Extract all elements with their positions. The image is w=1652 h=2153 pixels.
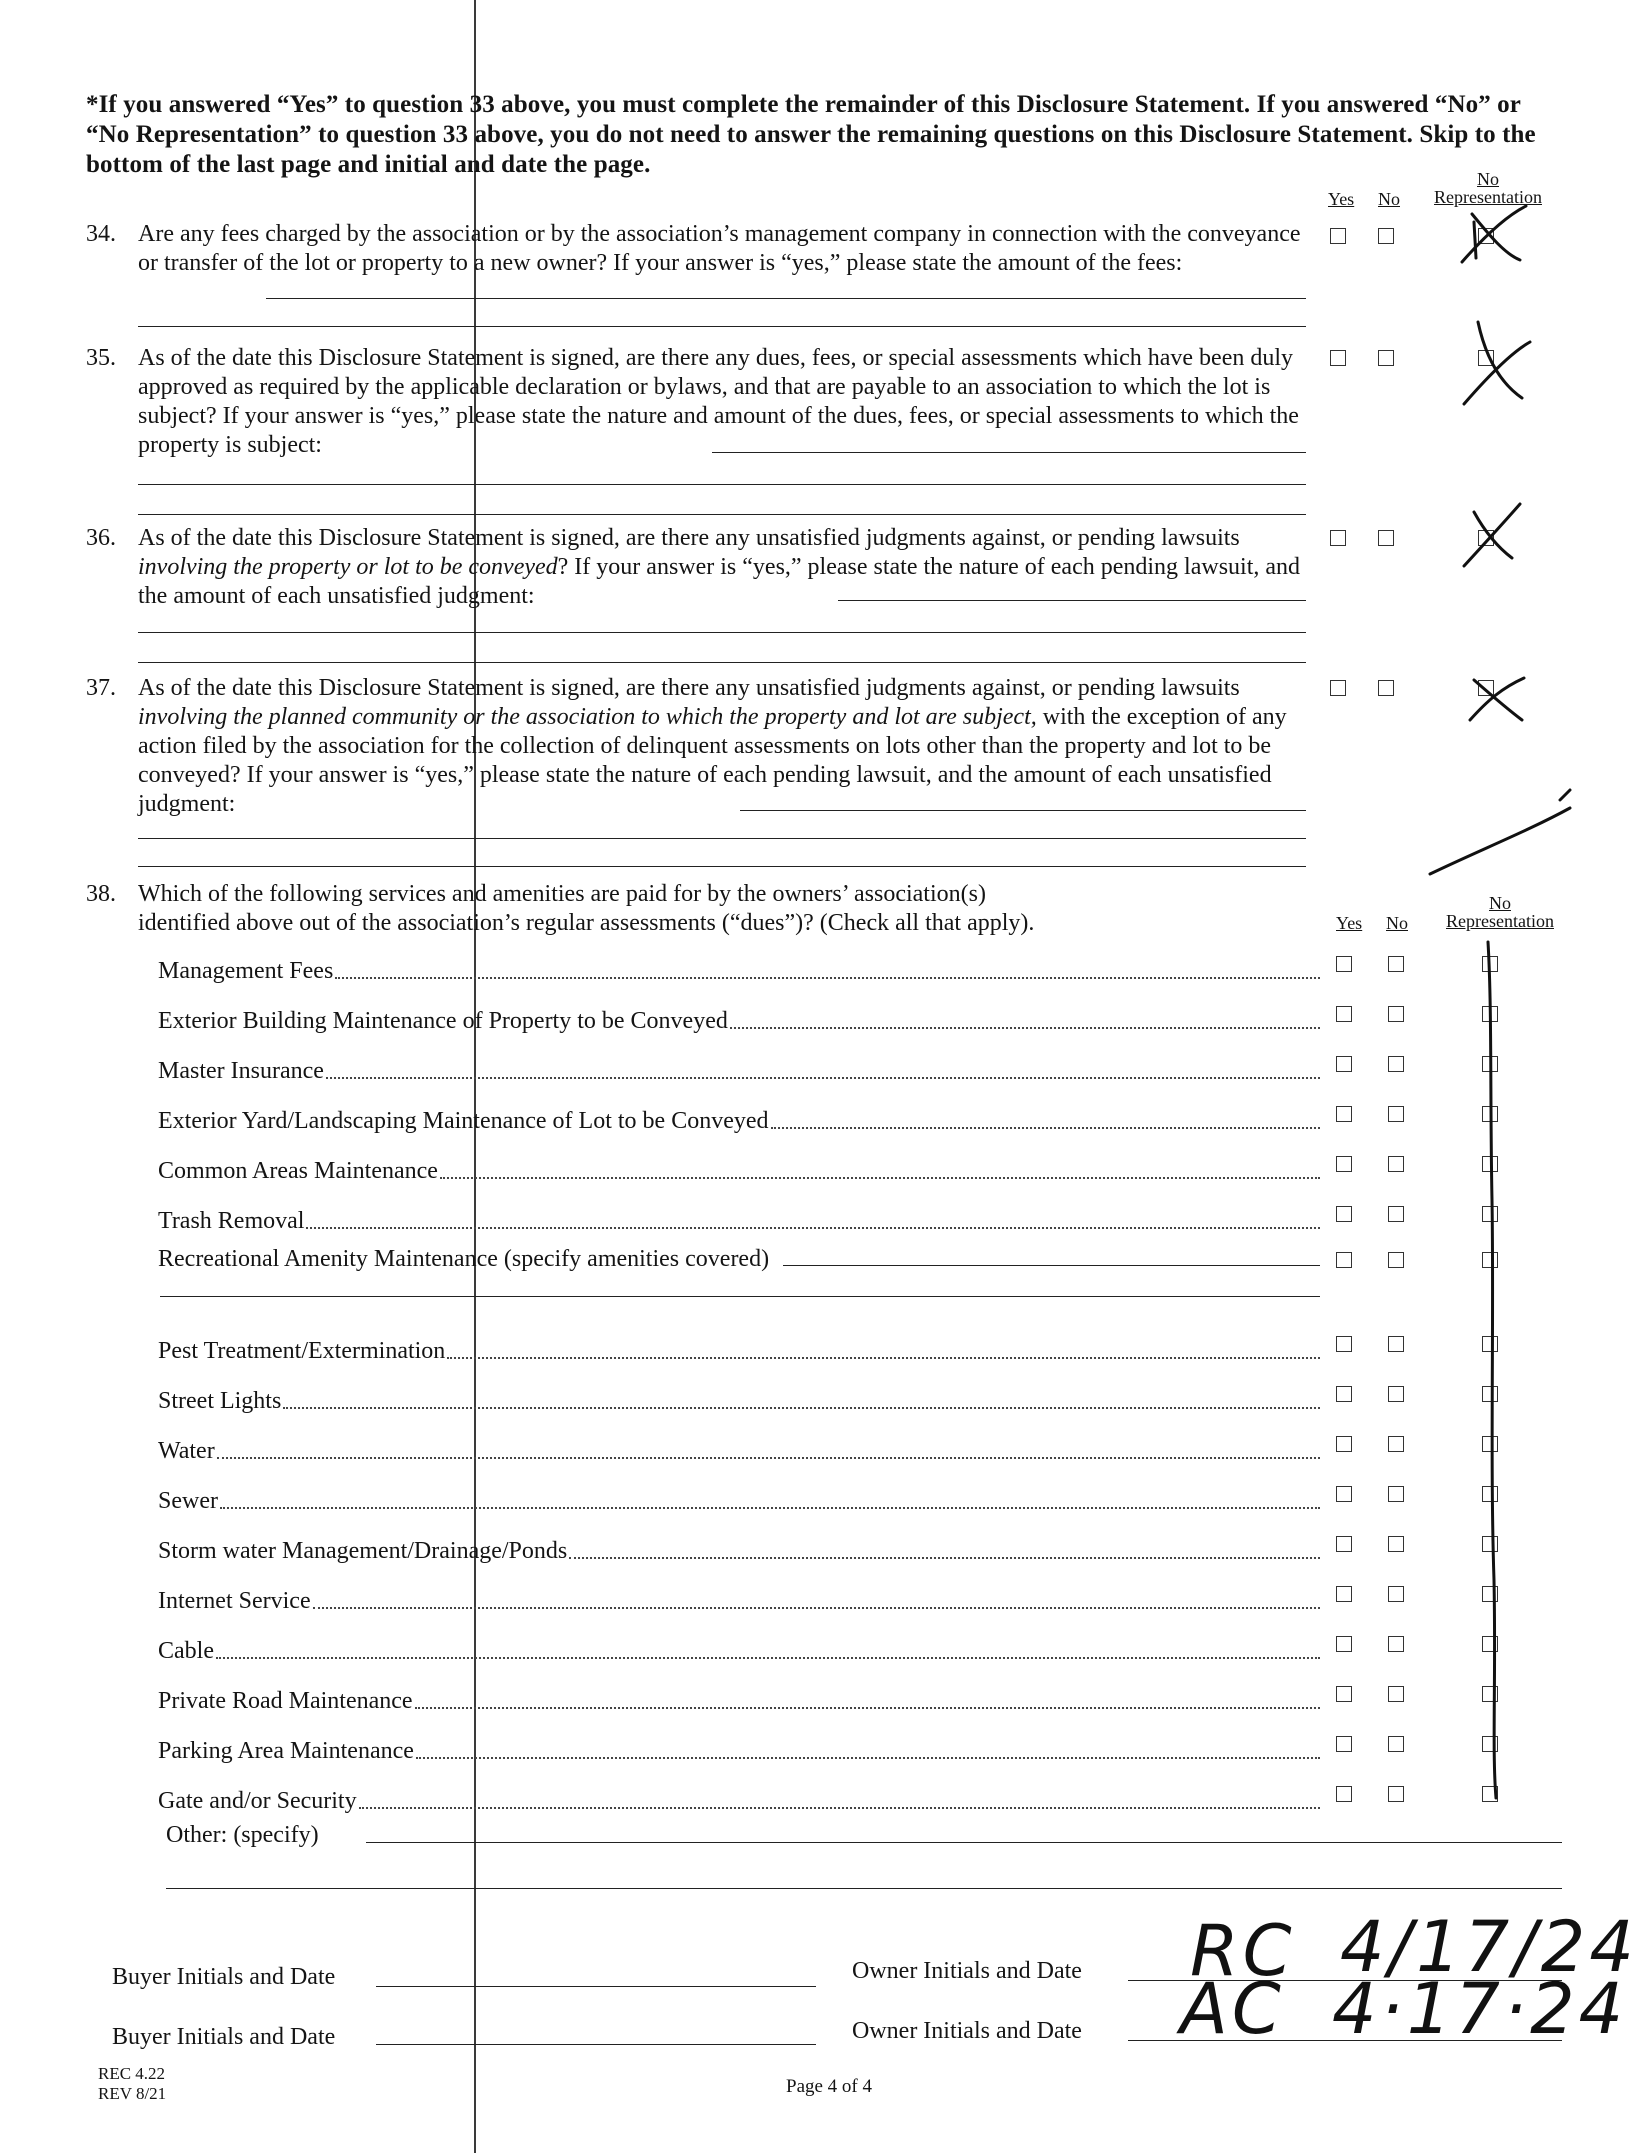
- owner-2-initials: AC: [1180, 1968, 1285, 2050]
- question-text-part: with the exception of any action filed by the association for the collection of delinquent assessments on lots other than the property and lot to be conveyed? If your answer is “yes,” please state the nature of each pending lawsuit, and the amount of each unsatisfied judgment:: [138, 704, 1287, 817]
- question-number: 36.: [86, 525, 116, 551]
- service-label: Management Fees: [158, 958, 334, 984]
- question-text-part: As of the date this Disclosure Statement is signed, are there any unsatisfied judgments against, or pending lawsuits: [138, 675, 1240, 701]
- service-label: Master Insurance: [158, 1058, 324, 1084]
- service-label: Gate and/or Security: [158, 1788, 357, 1814]
- buyer-initials-label-1: Buyer Initials and Date: [112, 1964, 336, 1990]
- service-label: Recreational Amenity Maintenance (specify amenities covered): [158, 1246, 770, 1272]
- service-label: Common Areas Maintenance: [158, 1158, 438, 1184]
- q34-no-rep-x-mark: [1462, 206, 1526, 262]
- service-label: Exterior Yard/Landscaping Maintenance of Lot to be Conveyed: [158, 1108, 769, 1134]
- question-number: 38.: [86, 881, 116, 907]
- service-label: Storm water Management/Drainage/Ponds: [158, 1538, 568, 1564]
- stray-pen-stroke: [1430, 790, 1570, 874]
- service-label: Cable: [158, 1638, 214, 1664]
- service-label: Water: [158, 1438, 215, 1464]
- question-text-part: ? If your answer is “yes,” please state the nature of each pending lawsuit, and the amount of each unsatisfied judgment:: [138, 554, 1301, 609]
- q37-no-rep-x-mark: [1470, 678, 1524, 720]
- service-label: Internet Service: [158, 1588, 311, 1614]
- q35-no-rep-x-mark: [1464, 322, 1530, 404]
- owner-initials-label-1: Owner Initials and Date: [852, 1958, 1082, 1984]
- intro-instructions: *If you answered “Yes” to question 33 above, you must complete the remainder of this Disclosure Statement. If you answered “No” or “No Representation” to question 33 above, you do not need to answer the remaining questions on this Disclosure Statement. Skip to the bottom of the last page and initial and date the page.: [86, 91, 1536, 178]
- question-number: 35.: [86, 345, 116, 371]
- question-text: Which of the following services and amenities are paid for by the owners’ association(s) identified above out of the association’s regular assessments (“dues”)? (Check all that apply).: [138, 881, 1035, 936]
- page-number: Page 4 of 4: [786, 2076, 873, 2097]
- no-rep-header-line1: No: [1489, 893, 1511, 913]
- other-specify-label: Other: (specify): [166, 1822, 319, 1848]
- service-label: Private Road Maintenance: [158, 1688, 413, 1714]
- form-revision: REV 8/21: [98, 2084, 167, 2103]
- question-number: 37.: [86, 675, 116, 701]
- no-rep-header-line2: Representation: [1434, 187, 1542, 207]
- no-rep-column-vertical-stroke: [1488, 942, 1496, 1798]
- owner-1-date: 4/17/24: [1340, 1906, 1638, 1988]
- form-number: REC 4.22: [98, 2064, 166, 2083]
- question-text: Are any fees charged by the association or by the association’s management company in connection with the conveyance or transfer of the lot or property to a new owner? If your answer is “yes,” please state the amount of the fees:: [138, 221, 1301, 276]
- question-text-italic: involving the property or lot to be conveyed: [138, 554, 558, 580]
- question-text: As of the date this Disclosure Statement is signed, are there any dues, fees, or special assessments which have been duly approved as required by the applicable declaration or bylaws, and that are payable to an association to which the lot is subject? If your answer is “yes,” please state the nature and amount of the dues, fees, or special assessments to which the property is subject:: [138, 345, 1299, 458]
- no-rep-header-line2: Representation: [1446, 911, 1554, 931]
- owner-2-date: 4·17·24: [1332, 1968, 1628, 2050]
- q38-yes-header: Yes: [1336, 913, 1363, 933]
- service-label: Exterior Building Maintenance of Property to be Conveyed: [158, 1008, 728, 1034]
- q36-no-rep-x-mark: [1464, 504, 1520, 566]
- q38-no-header: No: [1386, 913, 1408, 933]
- yes-column-header: Yes: [1328, 189, 1355, 209]
- owner-1-initials: RC: [1190, 1910, 1296, 1992]
- service-label: Parking Area Maintenance: [158, 1738, 414, 1764]
- service-label: Street Lights: [158, 1388, 282, 1414]
- no-column-header: No: [1378, 189, 1400, 209]
- service-label: Pest Treatment/Extermination: [158, 1338, 446, 1364]
- question-text-part: As of the date this Disclosure Statement is signed, are there any unsatisfied judgments against, or pending lawsuits: [138, 525, 1240, 551]
- service-label: Trash Removal: [158, 1208, 305, 1234]
- question-number: 34.: [86, 221, 116, 247]
- service-label: Sewer: [158, 1488, 218, 1514]
- buyer-initials-label-2: Buyer Initials and Date: [112, 2024, 336, 2050]
- owner-initials-label-2: Owner Initials and Date: [852, 2018, 1082, 2044]
- no-rep-header-line1: No: [1477, 169, 1499, 189]
- question-text-italic: involving the planned community or the association to which the property and lot are subject,: [138, 704, 1037, 730]
